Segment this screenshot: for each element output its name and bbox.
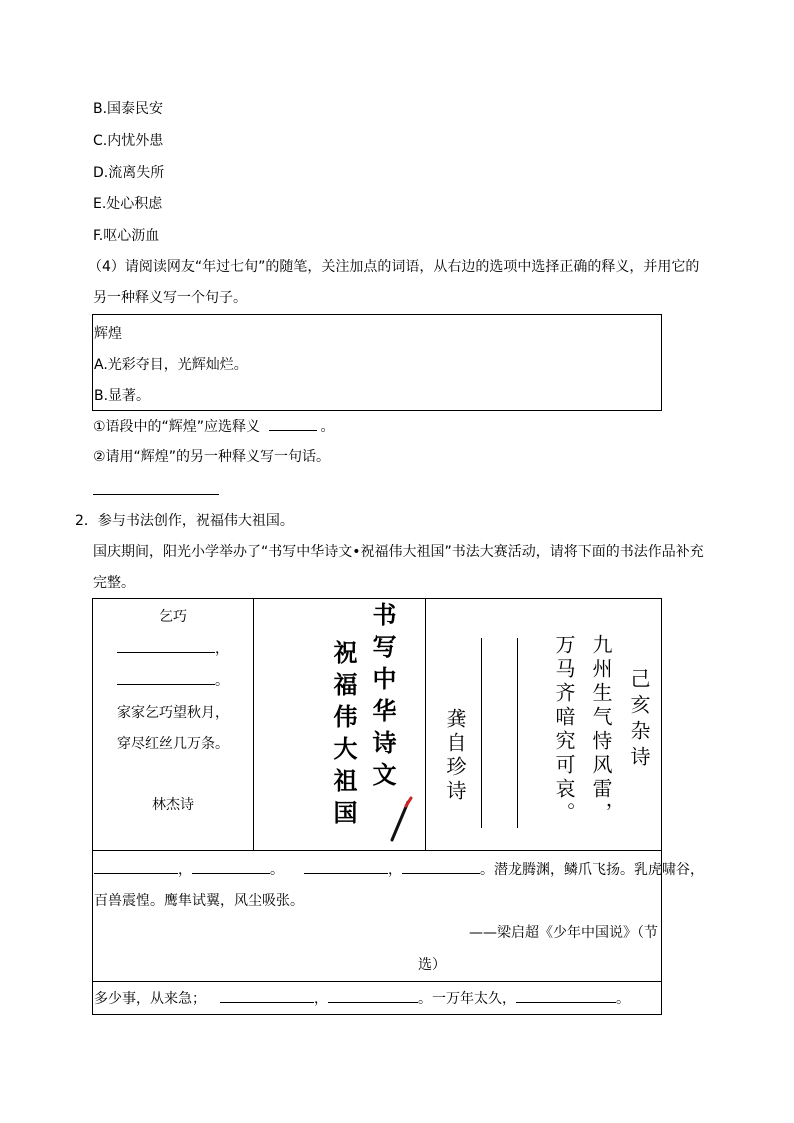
poem1-line2-punct: 。: [215, 673, 229, 689]
sub-question-1: [93, 416, 335, 437]
calligraphy-column-left: 祝福伟大祖国: [329, 640, 358, 832]
answer-blank-row3-3[interactable]: [516, 988, 616, 1003]
option-d: D.流离失所: [93, 165, 165, 181]
answer-blank-row2-3[interactable]: [304, 859, 388, 874]
poem2-author: 龚自珍诗: [443, 708, 467, 804]
poem1-line3: 家家乞巧望秋月，: [117, 705, 229, 721]
poem1-line1: [117, 638, 229, 658]
option-f: F.呕心沥血: [93, 228, 160, 244]
definition-word: 辉煌: [94, 326, 122, 342]
definition-box: [92, 314, 662, 411]
answer-line-sub2[interactable]: [93, 494, 219, 495]
row3-line: [94, 988, 630, 1008]
row3-end: 。: [616, 991, 630, 1007]
definition-option-a: A.光彩夺目，光辉灿烂。: [94, 357, 248, 373]
answer-blank-sub1[interactable]: [269, 416, 317, 431]
row2-source-line1: ——梁启超《少年中国说》（节: [469, 925, 658, 941]
row2-sep1: ，: [178, 862, 192, 878]
part4-instruction-line1: （4）请阅读网友“年过七旬”的随笔，关注加点的词语，从右边的选项中选择正确的释义，并用它的: [88, 259, 700, 275]
brush-icon: [388, 796, 414, 844]
q2-intro-line1: 国庆期间，阳光小学举办了“书写中华诗文•祝福伟大祖国”书法大赛活动，请将下面的书法作品补充: [93, 544, 704, 560]
answer-blank-row3-2[interactable]: [328, 988, 418, 1003]
sub-question-1-text: ①语段中的“辉煌”应选释义: [93, 419, 261, 435]
table-row-divider-1: [92, 850, 662, 851]
poem2-title: 己亥杂诗: [627, 668, 651, 772]
row2-text1: 。潜龙腾渊，鳞爪飞扬。乳虎啸谷，: [480, 862, 704, 878]
poem2-line1: 九州生气恃风雷，: [589, 634, 613, 826]
row3-mid: 。一万年太久，: [418, 991, 516, 1007]
option-c: C.内忧外患: [93, 133, 164, 149]
definition-option-b: B.显著。: [94, 388, 151, 404]
q2-intro-line2: 完整。: [93, 575, 135, 591]
row2-source-line2: 选）: [418, 957, 446, 973]
sub-question-2: ②请用“辉煌”的另一种释义写一句话。: [93, 449, 331, 465]
answer-blank-poem1-line1[interactable]: [117, 638, 215, 653]
poem1-author: 林杰诗: [152, 797, 194, 813]
answer-blank-row2-2[interactable]: [192, 859, 270, 874]
answer-blank-poem1-line2[interactable]: [117, 670, 215, 685]
option-b: B.国泰民安: [93, 101, 164, 117]
poem1-line4: 穿尽红丝几万条。: [117, 736, 229, 752]
answer-blank-row2-1[interactable]: [94, 859, 178, 874]
calligraphy-column-right: 书写中华诗文: [368, 602, 397, 794]
option-e: E.处心积虑: [93, 196, 163, 212]
poem2-answer-column-1[interactable]: [517, 638, 518, 828]
table-divider-2: [425, 598, 426, 850]
poem1-line1-punct: ，: [215, 641, 229, 657]
row2-sep2: 。: [270, 862, 284, 878]
row3-sep1: ，: [314, 991, 328, 1007]
poem2-answer-column-2[interactable]: [481, 638, 482, 828]
poem1-line2: [117, 670, 229, 690]
answer-blank-row2-4[interactable]: [402, 859, 480, 874]
poem2-line2: 万马齐喑究可哀。: [552, 634, 576, 826]
answer-blank-row3-1[interactable]: [220, 988, 314, 1003]
table-divider-1: [253, 598, 254, 850]
q2-title: 参与书法创作，祝福伟大祖国。: [97, 513, 294, 529]
row2-line1: [94, 859, 704, 879]
q2-number: 2．: [75, 513, 98, 529]
table-row-divider-2: [92, 981, 662, 982]
sub-question-1-end: 。: [320, 419, 335, 435]
q2-heading: [75, 511, 294, 531]
part4-instruction-line2: 另一种释义写一个句子。: [93, 290, 247, 306]
row2-line2: 百兽震惶。鹰隼试翼，风尘吸张。: [94, 893, 304, 909]
row3-start: 多少事，从来急；: [94, 991, 206, 1007]
row2-sep3: ，: [388, 862, 402, 878]
poem1-title: 乞巧: [159, 609, 187, 625]
